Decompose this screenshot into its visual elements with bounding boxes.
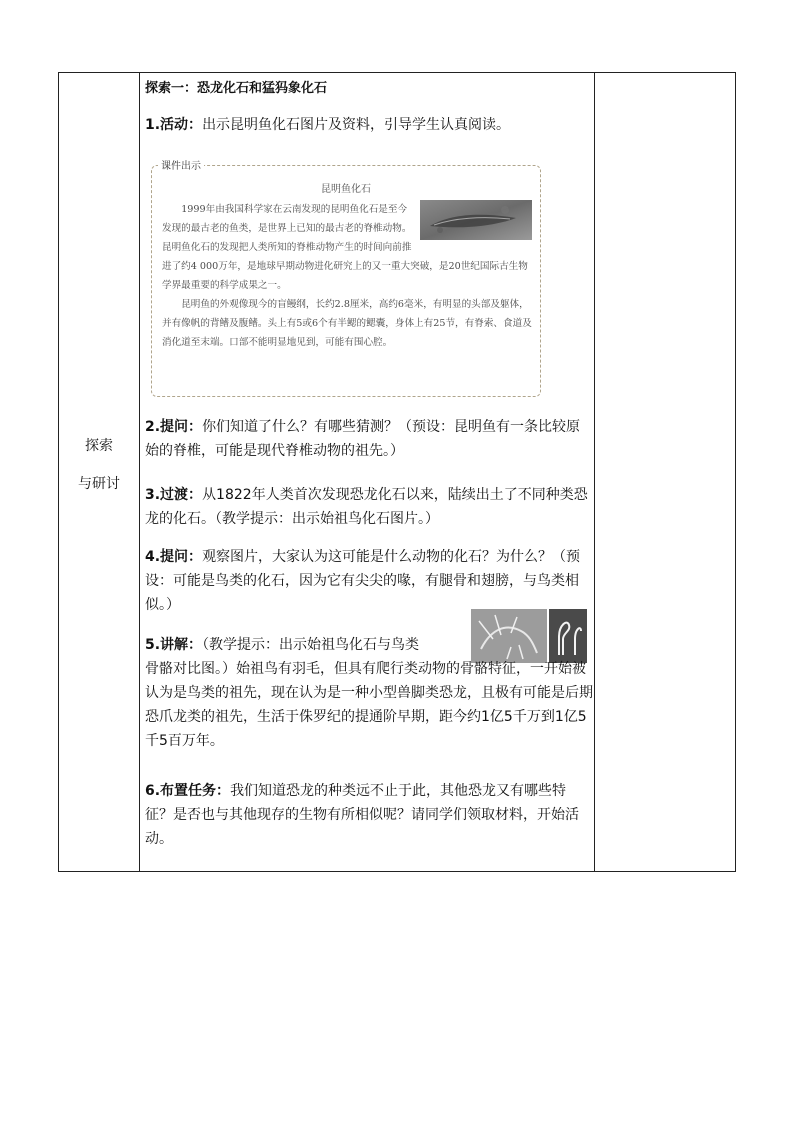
- task-paragraph: [145, 779, 593, 851]
- question-text: 你们知道了什么？有哪些猜测？（预设：昆明鱼有一条比较原始的脊椎，可能是现代脊椎动物的祖先。）: [145, 419, 581, 459]
- lesson-table: [58, 72, 736, 872]
- task-label: 6.布置任务：: [145, 783, 231, 799]
- observe-paragraph: [145, 545, 593, 617]
- stage-cell: [59, 73, 139, 871]
- observe-text: 观察图片，大家认为这可能是什么动物的化石？为什么？（预设：可能是鸟类的化石，因为它有尖尖的喙，有腿骨和翅膀，与鸟类相似。）: [145, 549, 581, 613]
- courseware-tag: 课件出示: [158, 157, 204, 172]
- transition-label: 3.过渡：: [145, 487, 203, 503]
- column-divider-1: [139, 73, 140, 871]
- courseware-title: 昆明鱼化石: [321, 184, 371, 195]
- stage-label-line1: 探索: [85, 438, 113, 454]
- activity-text: 出示昆明鱼化石图片及资料，引导学生认真阅读。: [202, 117, 511, 133]
- courseware-text: [162, 200, 532, 352]
- observe-label: 4.提问：: [145, 549, 203, 565]
- activity-paragraph: [145, 113, 593, 137]
- section-heading: 探索一：恐龙化石和猛犸象化石: [145, 81, 328, 96]
- question-label: 2.提问：: [145, 419, 203, 435]
- question-paragraph: [145, 415, 593, 463]
- transition-text: 从1822年人类首次发现恐龙化石以来，陆续出土了不同种类恐龙的化石。（教学提示：出示始祖鸟化石图片。）: [145, 487, 588, 527]
- courseware-box: [151, 161, 541, 397]
- kunming-fish-fossil-image: [420, 200, 532, 240]
- explanation-label: 5.讲解：: [145, 637, 203, 653]
- explanation-paragraph: [145, 633, 593, 753]
- column-divider-2: [594, 73, 595, 871]
- courseware-paragraph-1: 1999年由我国科学家在云南发现的昆明鱼化石是至今发现的最古老的鱼类，是世界上已知的最古老的脊椎动物。昆明鱼化石的发现把人类所知的脊椎动物产生的时间向前推进了约4 000万年，是地球早期动物进化研究上的又一重大突破，是20世纪国际古生物学界最重要的科学成果之一。: [162, 204, 528, 291]
- courseware-paragraph-2: 昆明鱼的外观像现今的盲鳗纲，长约2.8厘米，高约6毫米，有明显的头部及躯体，并有像帆的背鳍及腹鳍。头上有5或6个有半鳃的鳃囊，身体上有25节，有脊索、食道及消化道至末端。口部不能明显地见到，可能有围心腔。: [162, 299, 532, 348]
- transition-paragraph: [145, 483, 593, 531]
- explanation-text-b: 骨骼对比图。）始祖鸟有羽毛，但具有爬行类动物的骨骼特征，一开始被认为是鸟类的祖先，现在认为是一种小型兽脚类恐龙，且极有可能是后期恐爪龙类的祖先，生活于侏罗纪的提通阶早期，距今约1亿5千万到1亿5千5百万年。: [145, 661, 593, 749]
- stage-label-line2: 与研讨: [78, 476, 120, 492]
- explanation-text-a: （教学提示：出示始祖鸟化石与鸟类: [202, 637, 420, 653]
- activity-label: 1.活动：: [145, 117, 203, 133]
- task-text: 我们知道恐龙的种类远不止于此，其他恐龙又有哪些特征？是否也与其他现存的生物有所相似呢？请同学们领取材料，开始活动。: [145, 783, 579, 847]
